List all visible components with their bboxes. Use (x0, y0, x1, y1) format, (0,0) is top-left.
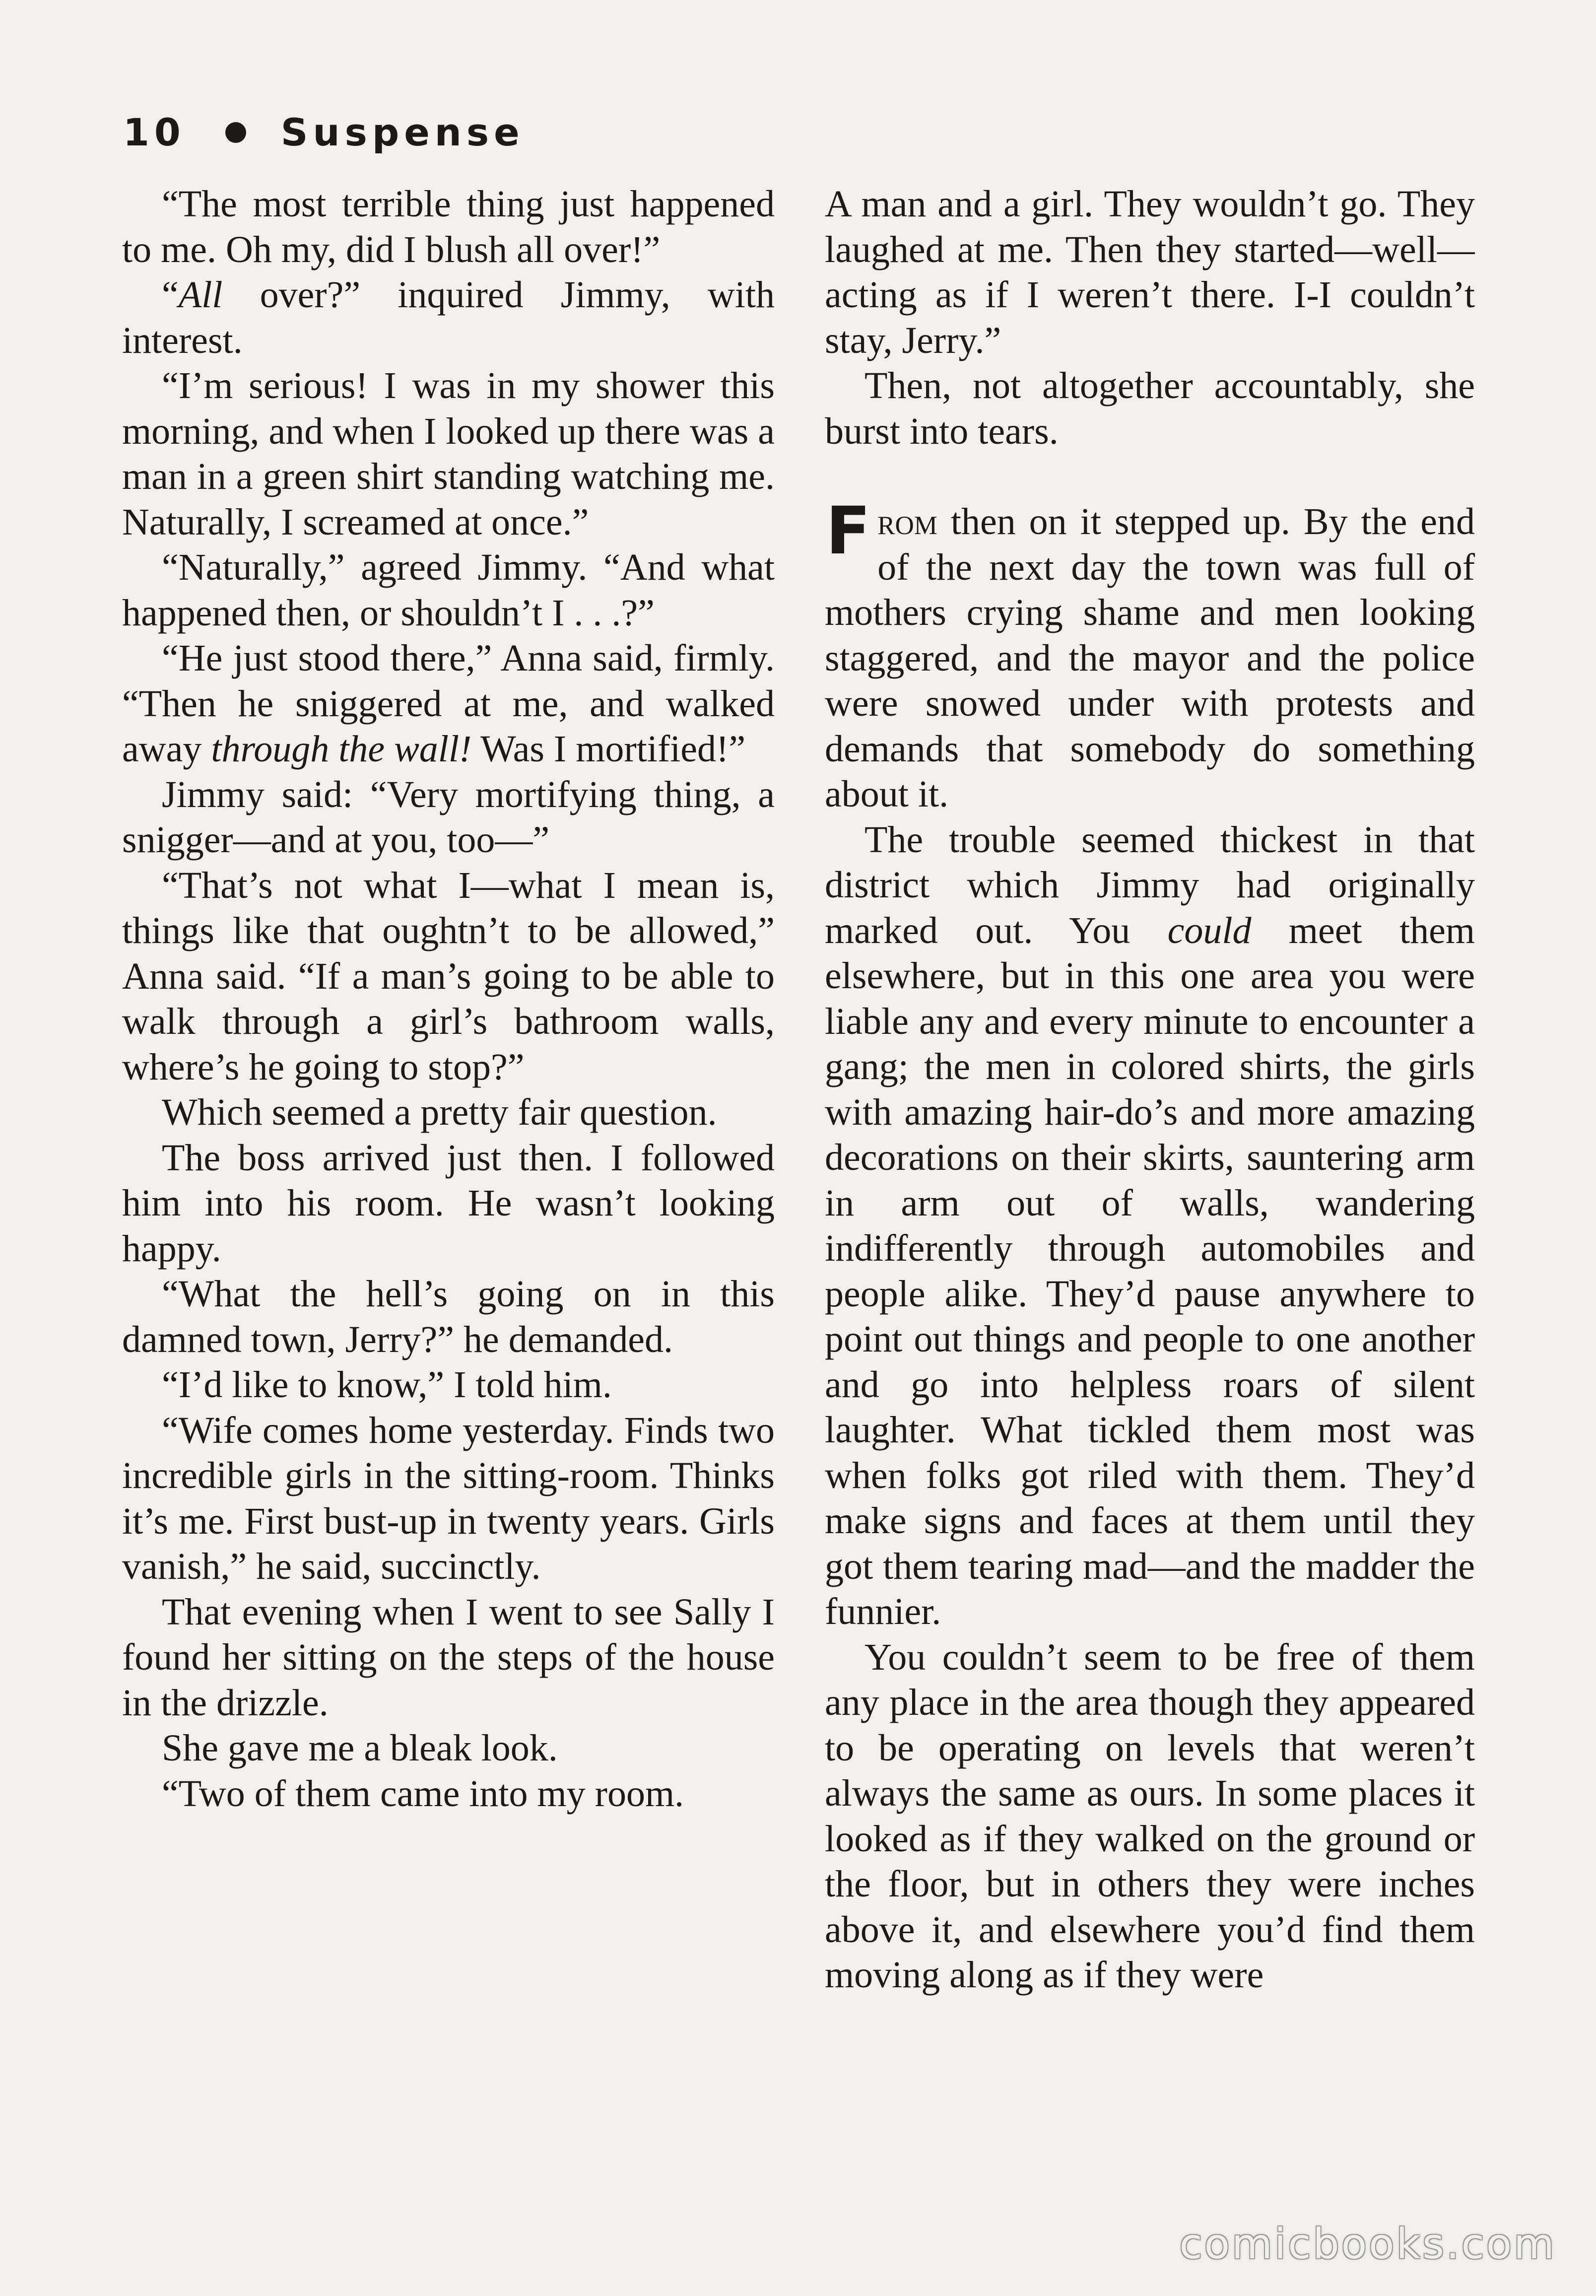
paragraph: You couldn’t seem to be free of them any place in the area though they appeared to be operating on levels that weren’t always the same as ours. In some places it looked as if they walked on the ground or the floor, but in others they were inches above it, and elsewhere you’d find them moving along as if they were (825, 1636, 1475, 1996)
paragraph: The trouble seemed thickest in that district which Jimmy had originally marked out. You could meet them elsewhere, but in this one area you were liable any and every minute to encounter a gang; the men in colored shirts, the girls with amazing hair-do’s and more amazing decorations on their skirts, sauntering arm in arm out of walls, wandering indifferently through automobiles and people alike. They’d pause anywhere to point out things and people to one another and go into helpless roars of silent laughter. What tickled them most was when folks got riled with them. They’d make signs and faces at them until they got them tearing mad—and the madder the funnier. (825, 818, 1475, 1632)
bullet-separator (225, 122, 246, 143)
paragraph: That evening when I went to see Sally I found her sitting on the steps of the house in the drizzle. (122, 1591, 775, 1724)
paragraph: She gave me a bleak look. (162, 1727, 558, 1769)
paragraph: Then, not altogether accountably, she burst into tears. (825, 365, 1475, 452)
paragraph: “The most terrible thing just happened to me. Oh my, did I blush all over!” (122, 183, 775, 270)
paragraph: “That’s not what I—what I mean is, things like that oughtn’t to be allowed,” Anna said. “If a man’s going to be able to walk through a girl’s bathroom walls, where’s he going to stop?” (122, 864, 775, 1088)
paragraph: “I’d like to know,” I told him. (162, 1364, 612, 1406)
watermark: comicbooks.com (1179, 2220, 1556, 2268)
paragraph: “He just stood there,” Anna said, firmly. “Then he sniggered at me, and walked away through the wall! Was I mortified!” (122, 637, 775, 770)
section-opening-paragraph: From then on it stepped up. By the end of the next day the town was full of mothers crying shame and men looking staggered, and the mayor and the police were snowed under with protests and demands that somebody do something about it. (825, 493, 1475, 815)
paragraph: Jimmy said: “Very mortifying thing, a snigger—and at you, too—” (122, 773, 775, 861)
page-number: 10 (123, 110, 186, 154)
paragraph-continuation: A man and a girl. They wouldn’t go. They laughed at me. Then they started—well—acting as if I weren’t there. I-I couldn’t stay, Jerry.” (825, 183, 1475, 361)
left-column (122, 182, 775, 2147)
paragraph: “I’m serious! I was in my shower this morning, and when I looked up there was a man in a green shirt standing watching me. Naturally, I screamed at once.” (122, 365, 775, 543)
right-column (825, 182, 1475, 2147)
page-header (123, 110, 525, 154)
small-caps-word: rom (877, 501, 937, 542)
emphasis: through the wall! (211, 728, 472, 770)
paragraph: “Two of them came into my room. (162, 1772, 684, 1815)
emphasis: All (178, 274, 223, 316)
paragraph: The boss arrived just then. I followed him into his room. He wasn’t looking happy. (122, 1137, 775, 1270)
emphasis: could (1167, 909, 1252, 951)
paragraph: “Wife comes home yesterday. Finds two incredible girls in the sitting-room. Thinks it’s me. First bust-up in twenty years. Girls vanish,” he said, succinctly. (122, 1409, 775, 1587)
paragraph: “All over?” inquired Jimmy, with interest. (122, 274, 775, 361)
paragraph: “Naturally,” agreed Jimmy. “And what happened then, or shouldn’t I . . .?” (122, 546, 775, 634)
paragraph: “What the hell’s going on in this damned town, Jerry?” he demanded. (122, 1273, 775, 1360)
paragraph: Which seemed a pretty fair question. (162, 1091, 717, 1133)
magazine-title: Suspense (280, 110, 525, 154)
drop-cap: F (826, 493, 871, 569)
